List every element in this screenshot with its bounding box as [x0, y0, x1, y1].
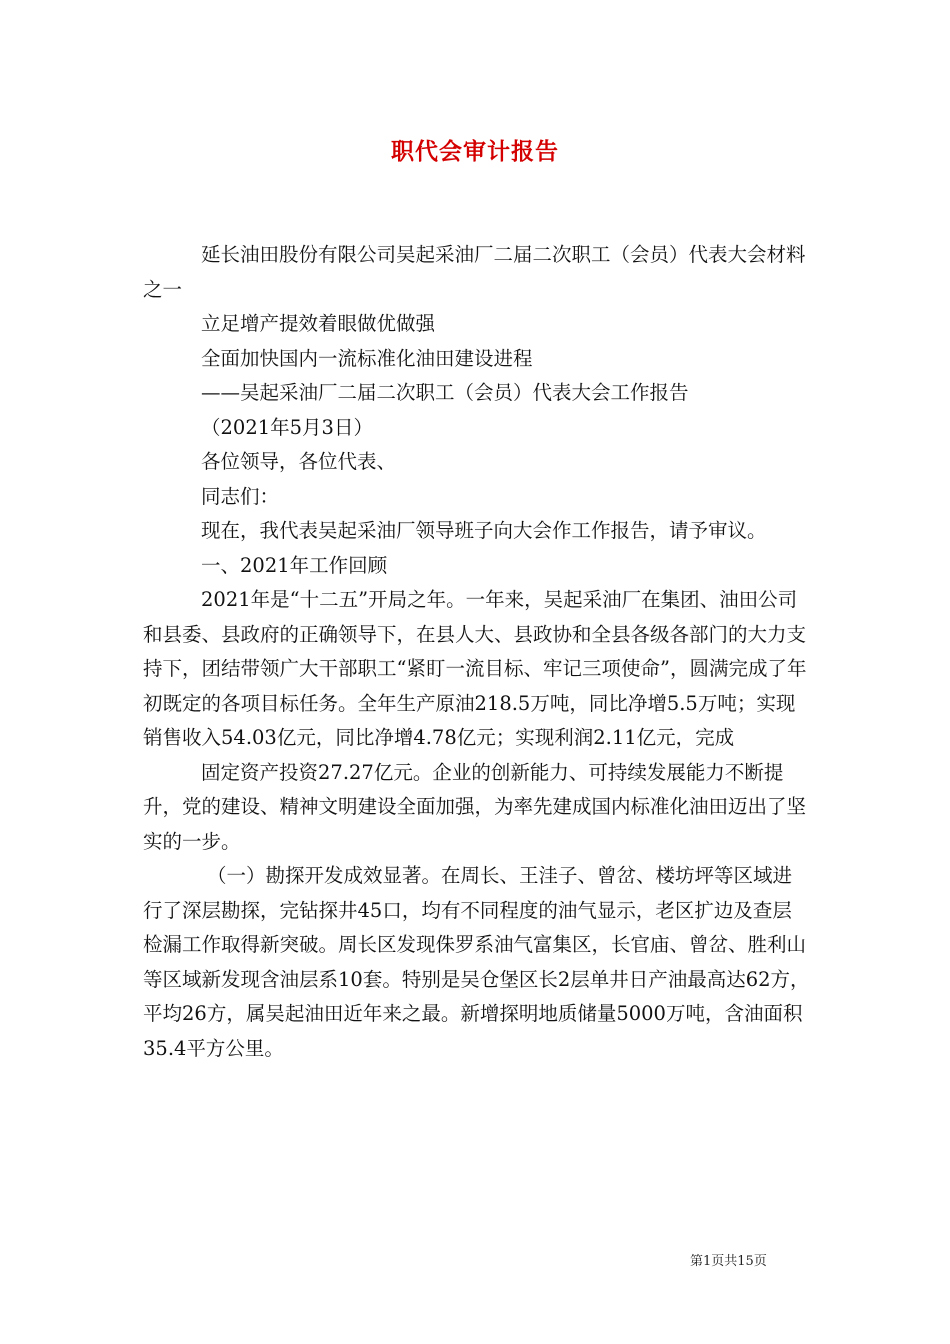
paragraph-slogan-1: 立足增产提效着眼做优做强 — [201, 312, 436, 335]
paragraph-review: 2021年是“十二五”开局之年。一年来，吴起采油厂在集团、油田公司和县委、县政府的正确领导下，在县人大、县政协和全县各级各部门的大力支持下，团结带领广大干部职工“紧盯一流目标、牢记三项使命”，圆满完成了年初既定的各项目标任务。全年生产原油218.5万吨，同比净增5.5万吨；实现销售收入54.03亿元，同比净增4.78亿元；实现利润2.11亿元，完成 — [143, 588, 807, 749]
paragraph-salutation-2: 同志们： — [201, 484, 280, 508]
document-title: 职代会审计报告 — [391, 138, 559, 165]
paragraph-intro: 延长油田股份有限公司吴起采油厂二届二次职工（会员）代表大会材料之一 — [143, 243, 806, 301]
page-number: 第1页共15页 — [690, 1254, 767, 1269]
paragraph-opening: 现在，我代表吴起采油厂领导班子向大会作工作报告，请予审议。 — [201, 519, 767, 542]
paragraph-date: （2021年5月3日） — [201, 415, 373, 439]
paragraph-salutation-1: 各位领导，各位代表、 — [201, 450, 397, 473]
paragraph-investment: 固定资产投资27.27亿元。企业的创新能力、可持续发展能力不断提升，党的建设、精神文明建设全面加强，为率先建成国内标准化油田迈出了坚实的一步。 — [143, 760, 807, 853]
paragraph-exploration: （一）勘探开发成效显著。在周长、王洼子、曾岔、楼坊坪等区域进行了深层勘探，完钻探井45口，均有不同程度的油气显示，老区扩边及查层检漏工作取得新突破。周长区发现侏罗系油气富集区，长官庙、曾岔、胜利山等区域新发现含油层系10套。特别是吴仓堡区长2层单井日产油最高达62方，平均26方，属吴起油田近年来之最。新增探明地质储量5000万吨，含油面积35.4平方公里。 — [143, 864, 810, 1060]
section-heading: 一、2021年工作回顾 — [201, 553, 388, 577]
document-body — [143, 238, 811, 1066]
paragraph-subtitle: ——吴起采油厂二届二次职工（会员）代表大会工作报告 — [201, 381, 689, 404]
paragraph-slogan-2: 全面加快国内一流标准化油田建设进程 — [201, 346, 533, 370]
